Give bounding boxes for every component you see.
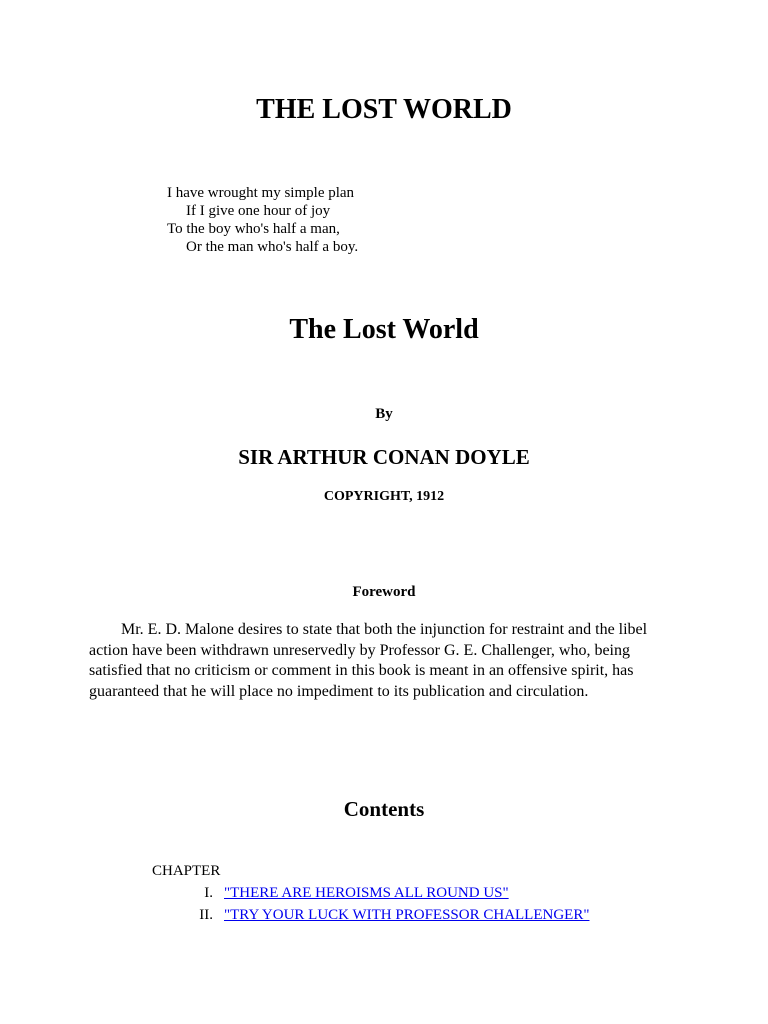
foreword-heading: Foreword [352,584,416,600]
chapter-column-label: CHAPTER [152,863,221,879]
epigraph-line-4: Or the man who's half a boy. [186,239,359,255]
book-title: The Lost World [289,314,479,345]
toc-chapter-number: I. [204,885,213,901]
toc-chapter-number: II. [199,907,213,923]
epigraph-line-3: To the boy who's half a man, [167,221,340,237]
book-title-header: THE LOST WORLD [256,94,512,125]
byline-label: By [375,406,393,422]
toc-chapter-link[interactable]: "TRY YOUR LUCK WITH PROFESSOR CHALLENGER" [224,907,590,923]
epigraph-line-1: I have wrought my simple plan [167,185,355,201]
foreword-paragraph: Mr. E. D. Malone desires to state that both the injunction for restraint and the libel action have been withdrawn unreservedly by Professor G. E. Challenger, who, being satisfied that no criticism or comment in this book is meant in an offensive spirit, has guaranteed that he will place no impediment to its publication and circulation. [89,621,648,700]
epigraph-line-2: If I give one hour of joy [186,203,331,219]
epigraph-poem [167,184,358,256]
copyright-notice: COPYRIGHT, 1912 [323,489,445,504]
toc-chapter-link[interactable]: "THERE ARE HEROISMS ALL ROUND US" [224,885,509,901]
author-name: SIR ARTHUR CONAN DOYLE [238,445,530,469]
contents-heading: Contents [343,797,425,821]
